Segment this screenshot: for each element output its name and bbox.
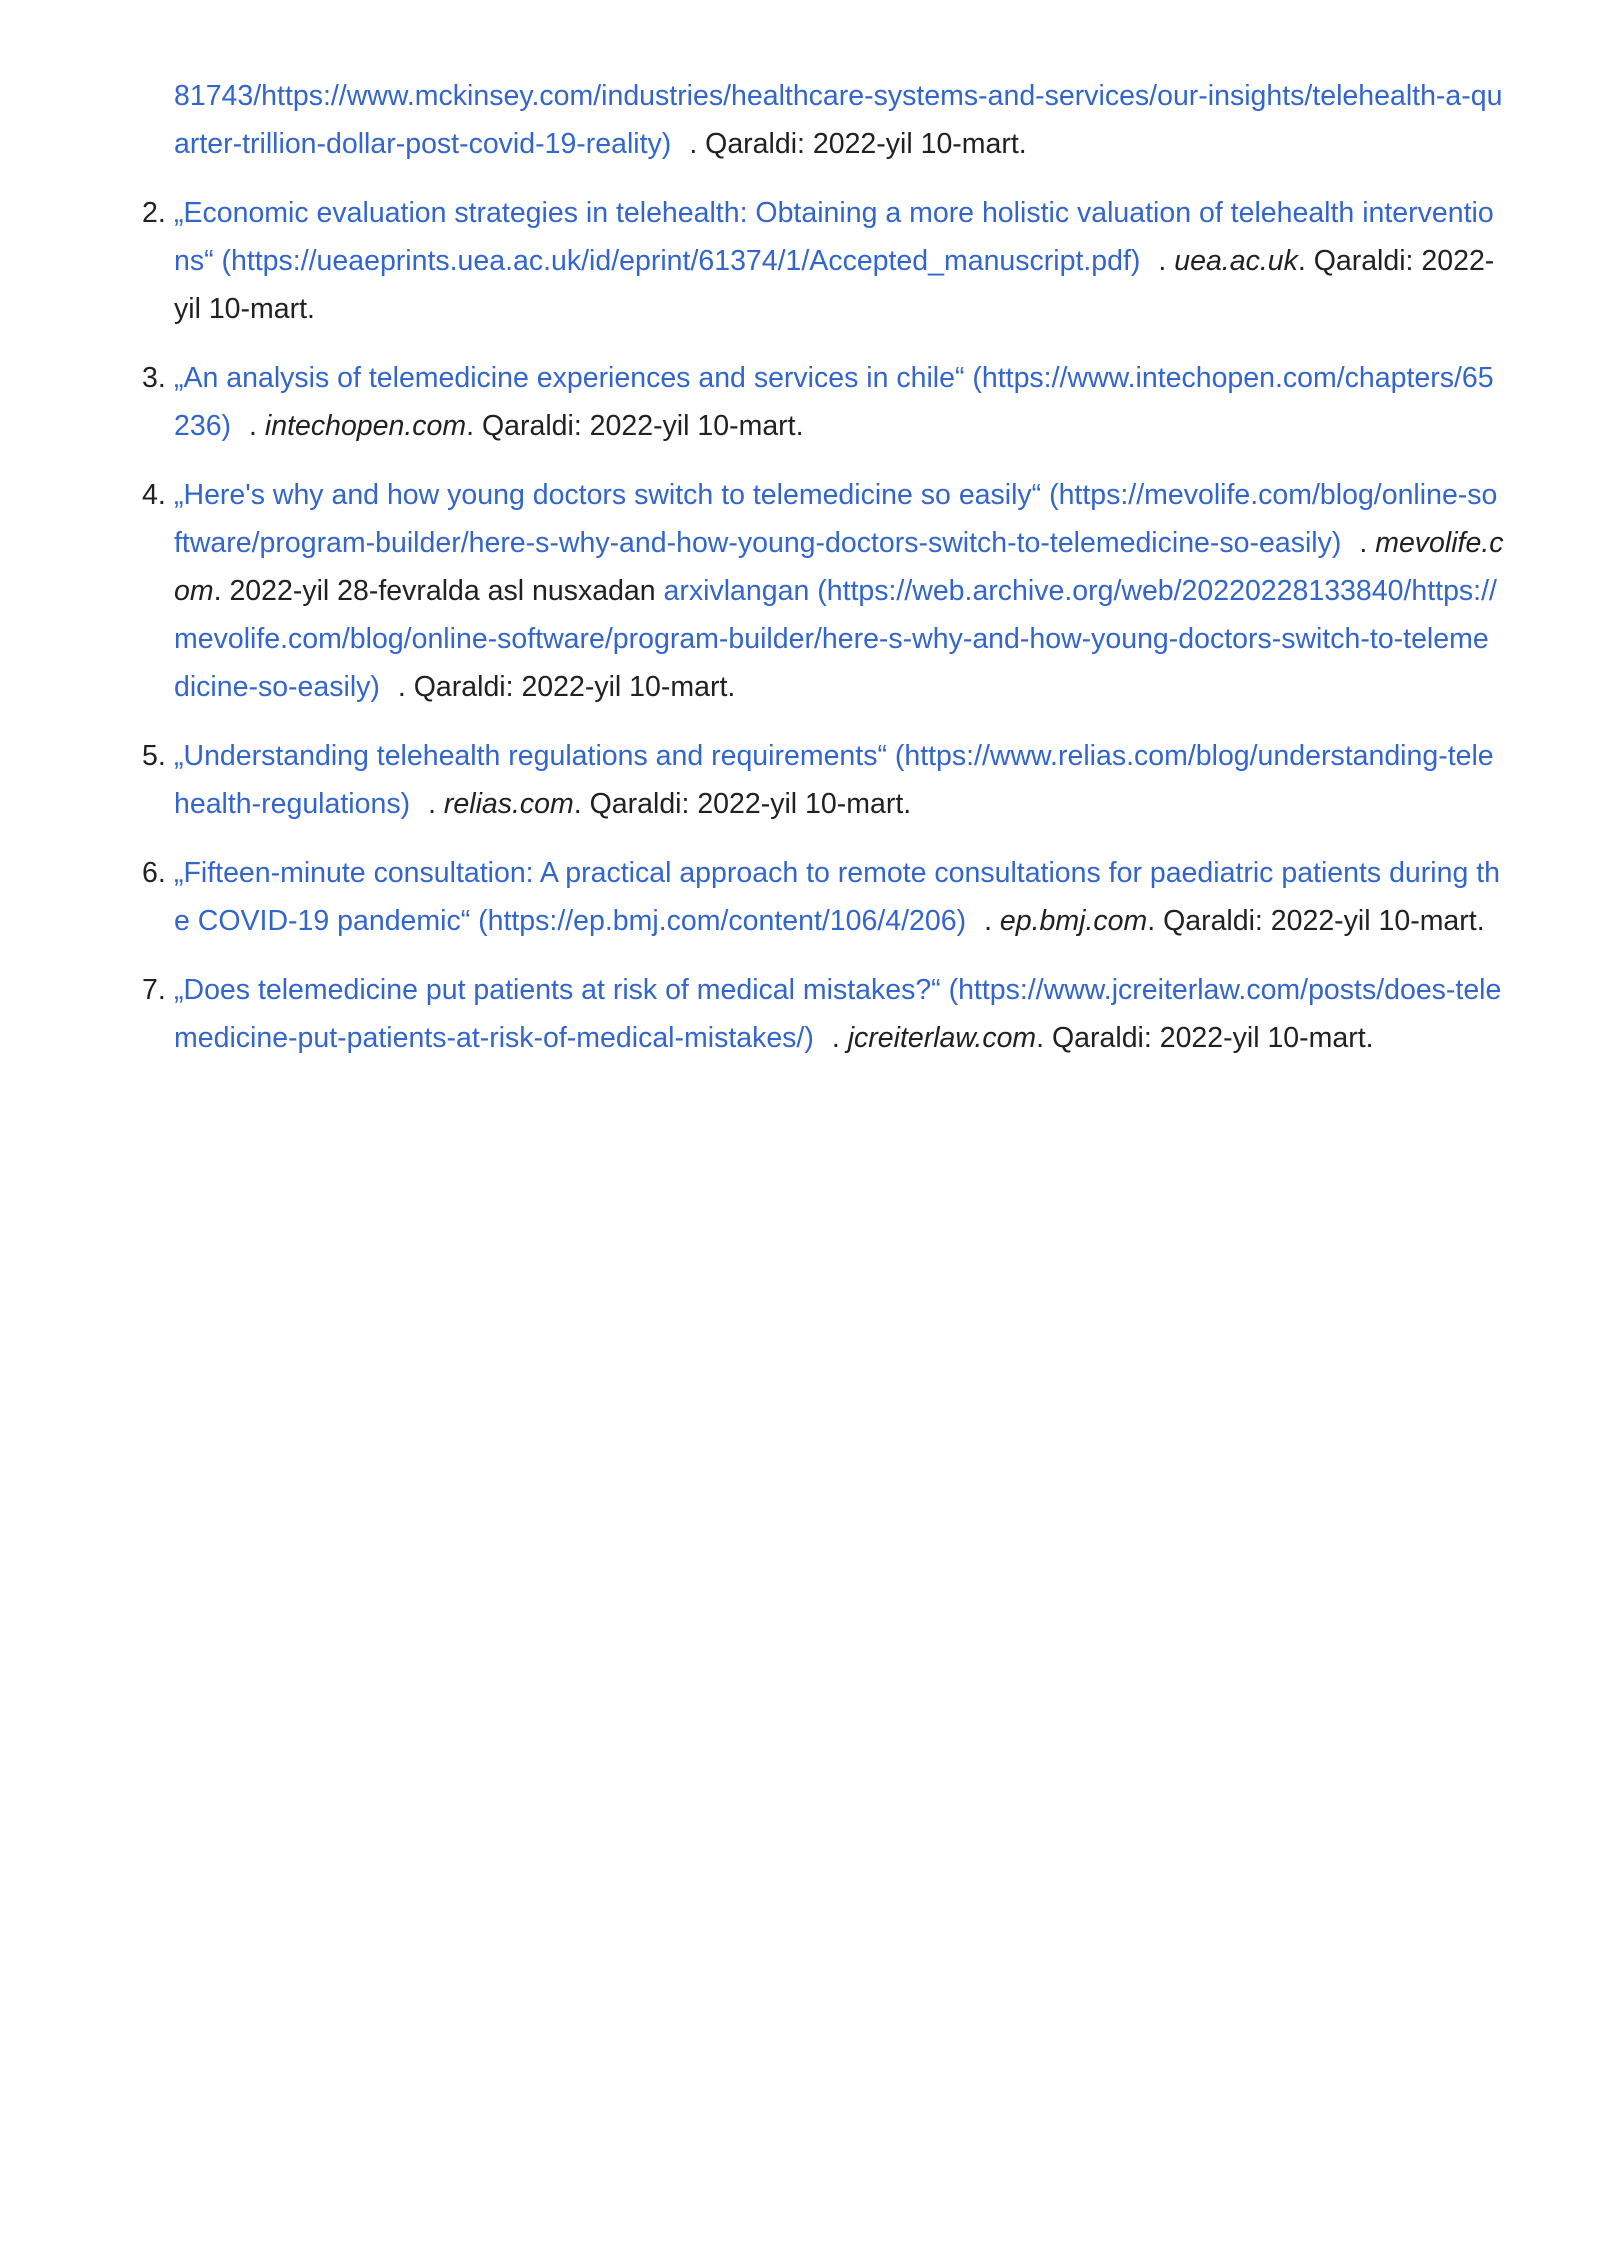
reference-item-7: 7. „Does telemedicine put patients at risk of medical mistakes?“ (https://www.jcreiterlaw.com/posts/does-telemedicine-put-patients-at-risk-of-medical-mistakes/) . jcreiterlaw.com. Qaraldi: 2022-yil 10-mart.	[174, 966, 1504, 1062]
reference-link[interactable]: 81743/https://www.mckinsey.com/industries/healthcare-systems-and-services/our-insights/telehealth-a-quarter-trillion-dollar-post-covid-19-reality)	[174, 80, 1503, 160]
reference-link[interactable]: „Understanding telehealth regulations and requirements“ (https://www.relias.com/blog/understanding-telehealth-regulations)	[174, 740, 1494, 820]
reference-punct: .	[1359, 527, 1368, 559]
retrieved-date: Qaraldi: 2022-yil 10-mart.	[589, 788, 912, 820]
reference-item-6: 6. „Fifteen-minute consultation: A practical approach to remote consultations for paediatric patients during the COVID-19 pandemic“ (https://ep.bmj.com/content/106/4/206) . ep.bmj.com. Qaraldi: 2022-yil 10-mart.	[174, 849, 1504, 945]
reference-item-2: 2. „Economic evaluation strategies in telehealth: Obtaining a more holistic valuation of telehealth interventions“ (https://ueaeprints.uea.ac.uk/id/eprint/61374/1/Accepted_manuscript.pdf) . uea.ac.uk. Qaraldi: 2022-yil 10-mart.	[174, 189, 1504, 333]
reference-punct: .	[428, 788, 436, 820]
retrieved-date: Qaraldi: 2022-yil 10-mart.	[481, 410, 804, 442]
retrieved-date: Qaraldi: 2022-yil 10-mart.	[413, 671, 736, 703]
reference-number: 4.	[142, 479, 166, 511]
reference-site: jcreiterlaw.com	[847, 1022, 1037, 1054]
reference-list	[142, 72, 1504, 1083]
reference-site: intechopen.com	[264, 410, 467, 442]
reference-site: relias.com	[443, 788, 574, 820]
reference-item-1	[174, 72, 1504, 168]
reference-punct: .	[689, 128, 698, 160]
reference-item-4: 4. „Here's why and how young doctors switch to telemedicine so easily“ (https://mevolife.com/blog/online-software/program-builder/here-s-why-and-how-young-doctors-switch-to-telemedicine-so-easily) . mevolife.com. 2022-yil 28-fevralda asl nusxadan arxivlangan (https://web.archive.org/web/20220228133840/https://mevolife.com/blog/online-software/program-builder/here-s-why-and-how-young-doctors-switch-to-telemedicine-so-easily) . Qaraldi: 2022-yil 10-mart.	[174, 471, 1504, 711]
reference-item-5: 5. „Understanding telehealth regulations and requirements“ (https://www.relias.com/blog/understanding-telehealth-regulations) . relias.com. Qaraldi: 2022-yil 10-mart.	[174, 732, 1504, 828]
reference-punct: .	[1158, 245, 1167, 277]
retrieved-date: Qaraldi: 2022-yil 10-mart.	[1163, 905, 1485, 937]
reference-site: ep.bmj.com	[999, 905, 1148, 937]
reference-link[interactable]: „Does telemedicine put patients at risk of medical mistakes?“ (https://www.jcreiterlaw.com/posts/does-telemedicine-put-patients-at-risk-of-medical-mistakes/)	[174, 974, 1502, 1054]
reference-punct: .	[831, 1022, 840, 1054]
reference-number: 3.	[142, 362, 166, 394]
reference-link[interactable]: „Fifteen-minute consultation: A practical approach to remote consultations for paediatric patients during the COVID-19 pandemic“ (https://ep.bmj.com/content/106/4/206)	[174, 857, 1500, 937]
reference-link[interactable]: „An analysis of telemedicine experiences and services in chile“ (https://www.intechopen.com/chapters/65236)	[174, 362, 1494, 442]
reference-number: 2.	[142, 197, 166, 229]
reference-punct: .	[249, 410, 257, 442]
retrieved-date: Qaraldi: 2022-yil 10-mart.	[174, 245, 1495, 325]
reference-link[interactable]: „Economic evaluation strategies in telehealth: Obtaining a more holistic valuation of telehealth interventions“ (https://ueaeprints.uea.ac.uk/id/eprint/61374/1/Accepted_manuscript.pdf)	[174, 197, 1494, 277]
archive-prefix: 2022-yil 28-fevralda asl nusxadan	[229, 575, 656, 607]
reference-item-3: 3. „An analysis of telemedicine experiences and services in chile“ (https://www.intechopen.com/chapters/65236) . intechopen.com. Qaraldi: 2022-yil 10-mart.	[174, 354, 1504, 450]
reference-site: uea.ac.uk	[1174, 245, 1298, 277]
reference-number: 6.	[142, 857, 166, 889]
reference-number: 5.	[142, 740, 166, 772]
archive-link[interactable]: arxivlangan (https://web.archive.org/web/20220228133840/https://mevolife.com/blog/online-software/program-builder/here-s-why-and-how-young-doctors-switch-to-telemedicine-so-easily)	[174, 575, 1497, 703]
retrieved-date: Qaraldi: 2022-yil 10-mart.	[1052, 1022, 1374, 1054]
retrieved-date: Qaraldi: 2022-yil 10-mart.	[705, 128, 1027, 160]
reference-number: 7.	[142, 974, 166, 1006]
reference-site: mevolife.com	[174, 527, 1504, 607]
reference-punct: .	[984, 905, 992, 937]
reference-link[interactable]: „Here's why and how young doctors switch to telemedicine so easily“ (https://mevolife.com/blog/online-software/program-builder/here-s-why-and-how-young-doctors-switch-to-telemedicine-so-easily)	[174, 479, 1498, 559]
